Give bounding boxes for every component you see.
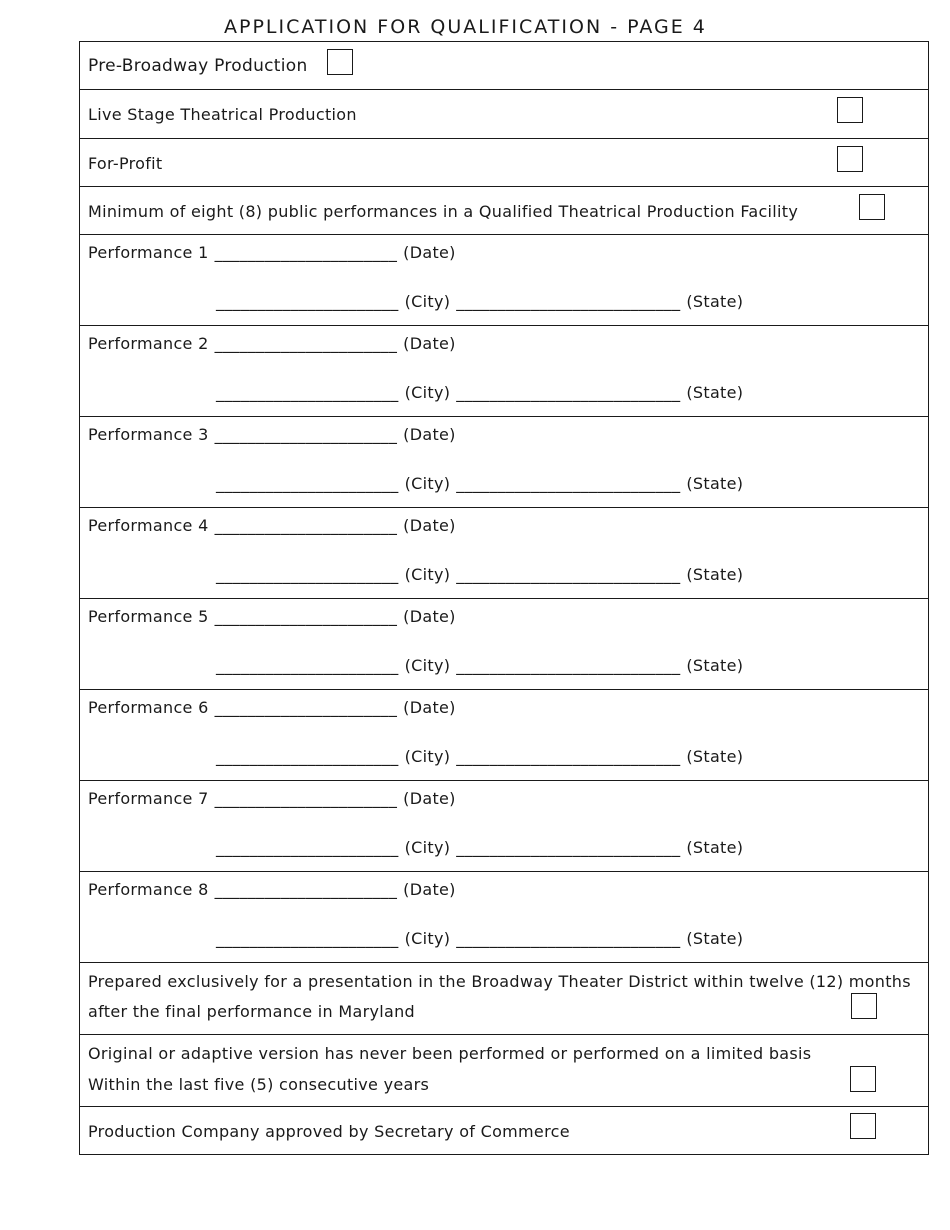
- date-label: (Date): [403, 789, 456, 808]
- performance-date-line: [88, 334, 456, 353]
- date-input[interactable]: ______________________: [214, 334, 398, 353]
- performance-label: Performance 4: [88, 516, 209, 535]
- row-performance-7: [80, 781, 928, 872]
- city-input[interactable]: ______________________: [216, 474, 399, 493]
- performance-label: Performance 5: [88, 607, 209, 626]
- row-performance-8: [80, 872, 928, 963]
- live-stage-label: Live Stage Theatrical Production: [88, 105, 357, 124]
- date-input[interactable]: ______________________: [214, 880, 398, 899]
- city-input[interactable]: ______________________: [216, 565, 399, 584]
- date-input[interactable]: ______________________: [214, 698, 398, 717]
- performance-location-line: [216, 565, 743, 584]
- city-input[interactable]: ______________________: [216, 383, 399, 402]
- state-input[interactable]: ___________________________: [456, 565, 681, 584]
- state-input[interactable]: ___________________________: [456, 929, 681, 948]
- date-input[interactable]: ______________________: [214, 243, 398, 262]
- performance-label: Performance 2: [88, 334, 209, 353]
- state-label: (State): [686, 656, 744, 675]
- row-min-performances: [80, 187, 928, 235]
- state-input[interactable]: ___________________________: [456, 747, 681, 766]
- performance-location-line: [216, 474, 743, 493]
- performance-label: Performance 3: [88, 425, 209, 444]
- performance-label: Performance 1: [88, 243, 209, 262]
- performance-date-line: [88, 516, 456, 535]
- date-input[interactable]: ______________________: [214, 607, 398, 626]
- row-performance-1: [80, 235, 928, 326]
- performance-label: Performance 6: [88, 698, 209, 717]
- city-label: (City): [404, 383, 451, 402]
- performance-date-line: [88, 789, 456, 808]
- performance-location-line: [216, 656, 743, 675]
- performance-location-line: [216, 838, 743, 857]
- row-live-stage: [80, 90, 928, 139]
- city-label: (City): [404, 656, 451, 675]
- date-label: (Date): [403, 880, 456, 899]
- for-profit-checkbox[interactable]: [837, 146, 863, 172]
- row-performance-3: [80, 417, 928, 508]
- state-input[interactable]: ___________________________: [456, 474, 681, 493]
- page-title: APPLICATION FOR QUALIFICATION - PAGE 4: [224, 16, 707, 38]
- original-version-line1: Original or adaptive version has never been performed or performed on a limited basis: [88, 1044, 812, 1063]
- company-approved-checkbox[interactable]: [850, 1113, 876, 1139]
- row-performance-4: [80, 508, 928, 599]
- state-input[interactable]: ___________________________: [456, 838, 681, 857]
- state-label: (State): [686, 747, 744, 766]
- date-label: (Date): [403, 516, 456, 535]
- date-label: (Date): [403, 425, 456, 444]
- min-performances-checkbox[interactable]: [859, 194, 885, 220]
- broadway-district-line2: after the final performance in Maryland: [88, 1002, 415, 1021]
- performance-date-line: [88, 425, 456, 444]
- city-input[interactable]: ______________________: [216, 656, 399, 675]
- performance-date-line: [88, 607, 456, 626]
- pre-broadway-label: Pre-Broadway Production: [88, 56, 308, 76]
- city-input[interactable]: ______________________: [216, 292, 399, 311]
- company-approved-label: Production Company approved by Secretary of Commerce: [88, 1122, 570, 1141]
- state-input[interactable]: ___________________________: [456, 383, 681, 402]
- performance-location-line: [216, 747, 743, 766]
- city-label: (City): [404, 929, 451, 948]
- performance-location-line: [216, 383, 743, 402]
- row-company-approved: [80, 1107, 928, 1154]
- row-performance-6: [80, 690, 928, 781]
- original-version-checkbox[interactable]: [850, 1066, 876, 1092]
- date-label: (Date): [403, 243, 456, 262]
- state-label: (State): [686, 383, 744, 402]
- state-label: (State): [686, 565, 744, 584]
- performance-label: Performance 7: [88, 789, 209, 808]
- broadway-district-checkbox[interactable]: [851, 993, 877, 1019]
- city-label: (City): [404, 565, 451, 584]
- city-label: (City): [404, 292, 451, 311]
- row-for-profit: [80, 139, 928, 187]
- state-label: (State): [686, 838, 744, 857]
- date-label: (Date): [403, 607, 456, 626]
- row-broadway-district: [80, 963, 928, 1035]
- original-version-line2: Within the last five (5) consecutive years: [88, 1075, 430, 1094]
- city-input[interactable]: ______________________: [216, 929, 399, 948]
- state-input[interactable]: ___________________________: [456, 656, 681, 675]
- row-pre-broadway: [80, 42, 928, 90]
- pre-broadway-checkbox[interactable]: [327, 49, 353, 75]
- date-input[interactable]: ______________________: [214, 789, 398, 808]
- state-input[interactable]: ___________________________: [456, 292, 681, 311]
- live-stage-checkbox[interactable]: [837, 97, 863, 123]
- performance-date-line: [88, 880, 456, 899]
- date-input[interactable]: ______________________: [214, 516, 398, 535]
- date-input[interactable]: ______________________: [214, 425, 398, 444]
- state-label: (State): [686, 474, 744, 493]
- city-label: (City): [404, 474, 451, 493]
- state-label: (State): [686, 929, 744, 948]
- city-label: (City): [404, 747, 451, 766]
- performance-date-line: [88, 243, 456, 262]
- row-performance-5: [80, 599, 928, 690]
- date-label: (Date): [403, 334, 456, 353]
- performance-location-line: [216, 292, 743, 311]
- row-original-version: [80, 1035, 928, 1107]
- broadway-district-line1: Prepared exclusively for a presentation in the Broadway Theater District within twelve (12) months: [88, 972, 911, 991]
- performance-location-line: [216, 929, 743, 948]
- performance-date-line: [88, 698, 456, 717]
- for-profit-label: For-Profit: [88, 154, 163, 173]
- min-performances-label: Minimum of eight (8) public performances in a Qualified Theatrical Production Facility: [88, 202, 799, 221]
- city-label: (City): [404, 838, 451, 857]
- row-performance-2: [80, 326, 928, 417]
- city-input[interactable]: ______________________: [216, 747, 399, 766]
- city-input[interactable]: ______________________: [216, 838, 399, 857]
- state-label: (State): [686, 292, 744, 311]
- qualification-form-table: [79, 41, 929, 1155]
- performance-label: Performance 8: [88, 880, 209, 899]
- date-label: (Date): [403, 698, 456, 717]
